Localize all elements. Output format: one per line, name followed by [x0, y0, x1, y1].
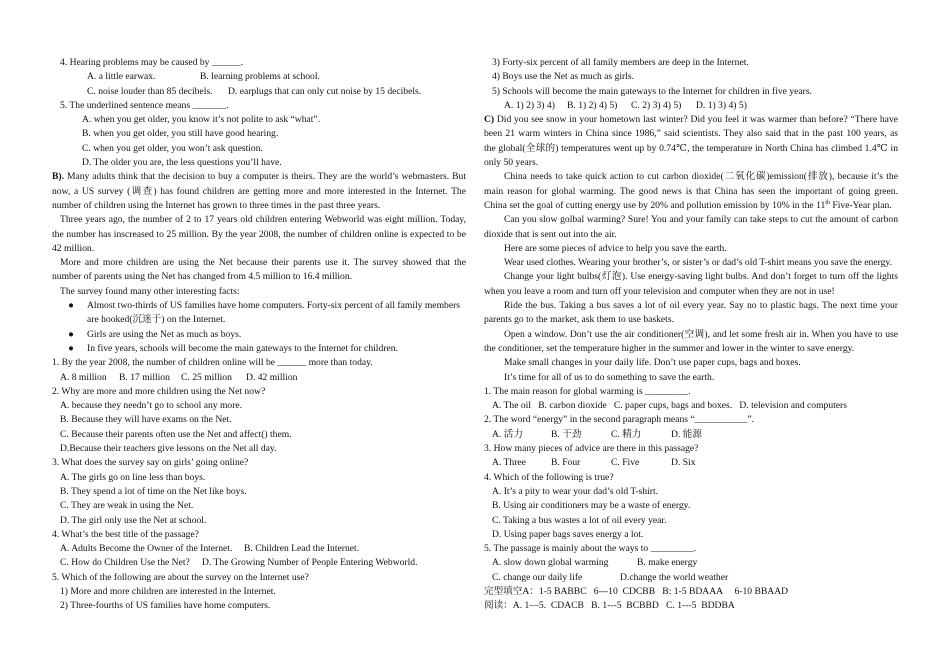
section-label: B). — [52, 171, 64, 183]
option: B. Using air conditioners may be a waste of energy. — [492, 500, 691, 512]
question-stem: 5. The passage is mainly about the ways to _________. — [484, 543, 697, 555]
question-stem: 1. The main reason for global warming is _________. — [484, 385, 691, 397]
option-row: C. How do Children Use the Net? D. The Growing Number of People Entering Webworld. — [60, 557, 418, 569]
paragraph-line: Can you slow golbal warming? Sure! You and your family can take steps to cut the amount of carbon — [504, 214, 898, 226]
option-row: A. 8 million B. 17 million C. 25 million D. 42 million — [60, 371, 298, 383]
bullet-dot-icon: ● — [68, 300, 74, 312]
option: C. noise louder than 85 decibels. — [87, 85, 213, 97]
bullet-item: ● Girls are using the Net as much as boys. — [52, 328, 466, 342]
option-row — [52, 85, 466, 99]
paragraph-line: the number has inscreased to 25 million. By the year 2008, the number of children online is expected to be — [52, 228, 466, 240]
option-row: A. Three B. Four C. Five D. Six — [492, 457, 696, 469]
option-row: C. change our daily life D.change the world weather — [492, 571, 729, 583]
option-row: A. Adults Become the Owner of the Internet. B. Children Lead the Internet. — [60, 543, 360, 555]
option: A. when you get older, you know it’s not polite to ask “what”. — [82, 114, 321, 126]
paragraph-line: More and more children are using the Net because their parents use it. The survey showed that the — [60, 257, 466, 269]
bullet-dot-icon: ● — [68, 328, 74, 340]
paragraph-line: number of parents using the Net has changed from 4.5 million to 16.4 million. — [52, 271, 353, 283]
option: 5) Schools will become the main gateways to the Internet for children in five years. — [492, 85, 812, 97]
option: A. a little earwax. — [87, 71, 156, 83]
option: D. Using paper bags saves energy a lot. — [492, 528, 644, 540]
paragraph-line: Make small changes in your daily life. Don’t use paper cups, bags and boxes. — [504, 357, 801, 369]
bullet-dot-icon: ● — [68, 342, 74, 354]
option: C. They are weak in using the Net. — [60, 500, 194, 512]
option: D. The older you are, the less questions you’ll have. — [82, 157, 282, 169]
question-stem: 3. What does the survey say on girls’ going online? — [52, 457, 249, 469]
option: 2) Three-fourths of US families have home computers. — [60, 600, 271, 612]
paragraph-line: now, a US survey (调查) has found children are getting more and more interested in the Internet. The — [52, 185, 466, 197]
question-stem: 1. By the year 2008, the number of children online will be ______ more than today. — [52, 357, 373, 369]
option: D.Because their teachers give lessons on the Net all day. — [60, 443, 277, 455]
paragraph-line: the conditioner, set the temperature higher in the summer and lower in the winter to save energy. — [484, 342, 855, 354]
question-stem: 4. Hearing problems may be caused by ______. — [60, 57, 244, 68]
option: 3) Forty-six percent of all family members are deep in the Internet. — [492, 57, 749, 68]
option-row: A. slow down global warming B. make energy — [492, 557, 698, 569]
option: 4) Boys use the Net as much as girls. — [492, 71, 635, 83]
option: B. Because they will have exams on the Net. — [60, 414, 232, 426]
paragraph-line: Wear used clothes. Wearing your brother’s, or sister’s or dad’s old T-shirt means you save the energy. — [504, 257, 892, 269]
paragraph-line: Change your light bulbs(灯泡). Use energy-saving light bulbs. And don’t forget to turn off the lights — [504, 271, 898, 283]
paragraph-line: only 50 years. — [484, 157, 539, 169]
answer-key-cloze: 完型填空A：1-5 BABBC 6---10 CDCBB B: 1-5 BDAAA 6-10 BBAAD — [484, 585, 789, 597]
paragraph-line: been 21 warm winters in China since 1986,” said scientists. They also said that in the past 100 years, as — [484, 128, 898, 140]
bullet-item: ● In five years, schools will become the main gateways to the Internet for children. — [52, 342, 466, 356]
option: C. Because their parents often use the Net and affect() them. — [60, 428, 292, 440]
bullet-item: ● Almost two-thirds of US families have home computers. Forty-six percent of all family members — [52, 299, 466, 313]
option: C. when you get older, you won’t ask question. — [82, 142, 263, 154]
question-stem: 3. How many pieces of advice are there in this passage? — [484, 443, 699, 455]
question-stem: 4. What’s the best title of the passage? — [52, 528, 199, 540]
paragraph-line: B). Many adults think that the decision to buy a computer is theirs. They are the world’s webmasters. But — [52, 171, 466, 183]
paragraph-line: Here are some pieces of advice to help you save the earth. — [504, 242, 727, 254]
paragraph-line: China set the goal of cutting energy use by 20% and pollution emission by 10% in the 11th Five-Year plan. — [484, 199, 892, 211]
section-label: C) — [484, 114, 495, 126]
paragraph-line: the global(全球的) temperatures went up by 0.74℃, the temperature in North China has climbed 1.4℃ in — [484, 142, 898, 154]
paragraph-line: Open a window. Don’t use the air conditioner(空调), and let some fresh air in. When you have to use — [504, 328, 898, 340]
option: B. They spend a lot of time on the Net like boys. — [60, 485, 247, 497]
option: A. because they needn’t go to school any more. — [60, 400, 243, 412]
paragraph-line: 42 million. — [52, 242, 95, 254]
question-stem: 2. The word “energy” in the second paragraph means “___________”. — [484, 414, 755, 426]
paragraph-line: Three years ago, the number of 2 to 17 years old children entering Webworld was eight million. Today, — [60, 214, 466, 226]
paragraph-line: when you leave a room and turn off your television and computer when they are not in use! — [484, 285, 835, 297]
option-row: A. 活力 B. 干劲 C. 精力 D. 能源 — [492, 428, 702, 440]
option: C. Taking a bus wastes a lot of oil every year. — [492, 514, 667, 526]
bullet-item-continuation: are hooked(沉迷于) on the Internet. — [87, 314, 226, 326]
question-stem: 4. Which of the following is true? — [484, 471, 614, 483]
option: D. earplugs that can only cut noise by 15 decibels. — [228, 85, 422, 97]
paragraph-line: China needs to take quick action to cut carbon dioxide(二氧化碳)emission(排放), because it’s the — [504, 171, 898, 183]
option-row — [52, 70, 466, 84]
paragraph-line: C) Did you see snow in your hometown last winter? Did you feel it was warmer than before? “There have — [484, 114, 898, 126]
paragraph-line: The survey found many other interesting facts: — [60, 285, 240, 297]
answer-key-reading: 阅读：A. 1—5. CDACB B. 1---5 BCBBD C. 1---5 BDDBA — [484, 600, 735, 612]
paragraph-line: number of children using the Internet has grown to three times in the past three years. — [52, 199, 381, 211]
option-row: A. The oil B. carbon dioxide C. paper cups, bags and boxes. D. television and computers — [492, 400, 847, 412]
paragraph-line: dioxide that is sent out into the air. — [484, 228, 617, 240]
paragraph-line: It’s time for all of us to do something to save the earth. — [504, 371, 715, 383]
option: 1) More and more children are interested in the Internet. — [60, 585, 276, 597]
question-stem: 5. Which of the following are about the survey on the Internet use? — [52, 571, 309, 583]
option: B. learning problems at school. — [200, 71, 320, 83]
question-stem: 5. The underlined sentence means _______. — [60, 99, 229, 111]
question-stem: 2. Why are more and more children using the Net now? — [52, 385, 266, 397]
paragraph-line: parents go to the market, ask them to use baskets. — [484, 314, 674, 326]
left-column — [52, 56, 466, 614]
option-row: A. 1) 2) 3) 4) B. 1) 2) 4) 5) C. 2) 3) 4) 5) D. 1) 3) 4) 5) — [504, 99, 747, 111]
paragraph-line: Ride the bus. Taking a bus saves a lot of oil every year. Say no to plastic bags. The next time your — [504, 300, 898, 312]
option: D. The girl only use the Net at school. — [60, 514, 207, 526]
option: B. when you get older, you still have good hearing. — [82, 128, 279, 140]
option: A. It’s a pity to wear your dad’s old T-shirt. — [492, 485, 659, 497]
option: A. The girls go on line less than boys. — [60, 471, 206, 483]
right-column — [484, 56, 898, 614]
paragraph-line: main reason for global warming. The good news is that China has seen the important of going green. — [484, 185, 898, 197]
